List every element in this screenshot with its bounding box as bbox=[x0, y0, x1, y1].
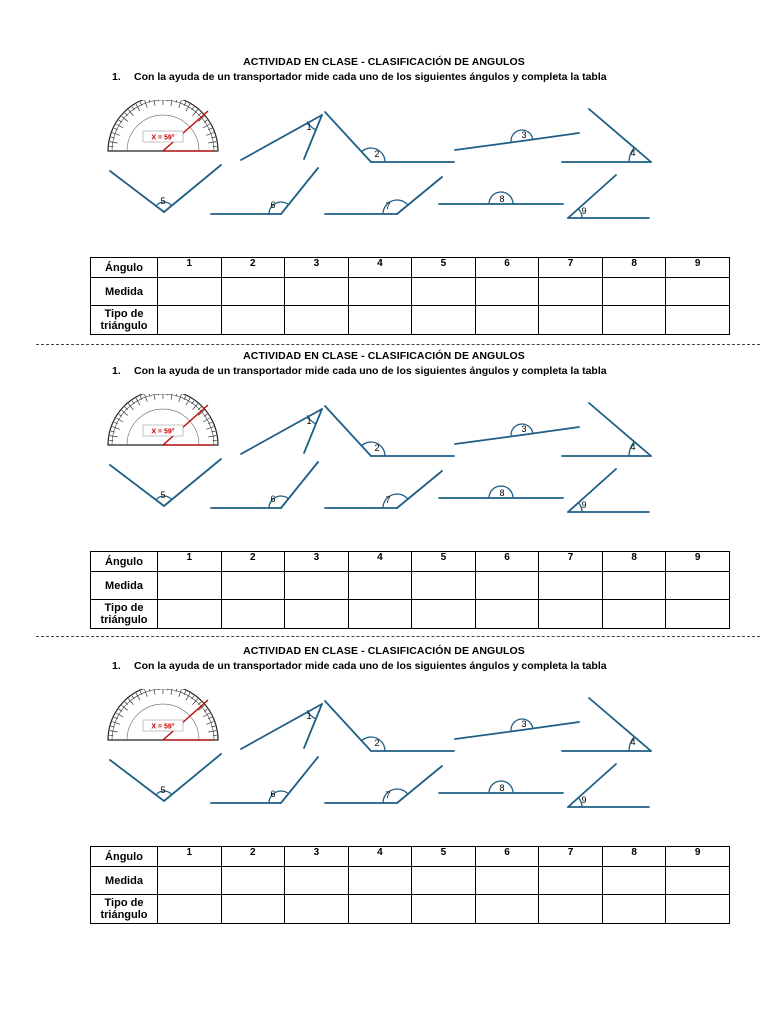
angle-label-5: 5 bbox=[160, 490, 166, 500]
angle-row-header: Ángulo bbox=[91, 847, 158, 867]
angle-figures-group bbox=[108, 100, 651, 218]
type-cell[interactable] bbox=[158, 306, 222, 335]
angle-ray bbox=[455, 435, 522, 444]
activity-section-3 bbox=[0, 645, 768, 940]
type-cell[interactable] bbox=[348, 306, 412, 335]
cut-line-2 bbox=[36, 636, 760, 637]
protractor-icon bbox=[108, 394, 218, 445]
angle-col-2: 2 bbox=[221, 258, 285, 278]
type-cell[interactable] bbox=[221, 895, 285, 924]
angle-row-header: Ángulo bbox=[91, 258, 158, 278]
angle-label-5: 5 bbox=[160, 785, 166, 795]
measure-cell[interactable] bbox=[602, 278, 666, 306]
measure-row-header: Medida bbox=[91, 572, 158, 600]
type-cell[interactable] bbox=[348, 895, 412, 924]
angle-ray bbox=[397, 471, 442, 508]
angle-label-1: 1 bbox=[306, 416, 312, 426]
angle-label-2: 2 bbox=[374, 149, 380, 159]
activity-title: ACTIVIDAD EN CLASE - CLASIFICACIÓN DE ANGULOS bbox=[243, 350, 525, 362]
measurement-table bbox=[90, 257, 730, 335]
angle-col-8: 8 bbox=[602, 552, 666, 572]
measure-cell[interactable] bbox=[412, 278, 476, 306]
measure-cell[interactable] bbox=[475, 278, 539, 306]
protractor-readout: X = 59° bbox=[151, 428, 175, 436]
protractor-readout: X = 59° bbox=[151, 134, 175, 142]
angle-col-9: 9 bbox=[666, 847, 730, 867]
angle-col-1: 1 bbox=[158, 847, 222, 867]
measure-cell[interactable] bbox=[666, 278, 730, 306]
type-cell[interactable] bbox=[539, 895, 603, 924]
angle-label-2: 2 bbox=[374, 443, 380, 453]
activity-title: ACTIVIDAD EN CLASE - CLASIFICACIÓN DE ANGULOS bbox=[243, 645, 525, 657]
angle-ray bbox=[164, 165, 221, 212]
angle-col-4: 4 bbox=[348, 847, 412, 867]
angle-col-7: 7 bbox=[539, 552, 603, 572]
measurement-table bbox=[90, 551, 730, 629]
angle-col-9: 9 bbox=[666, 552, 730, 572]
angle-label-6: 6 bbox=[270, 789, 276, 799]
type-cell[interactable] bbox=[475, 306, 539, 335]
type-cell[interactable] bbox=[285, 306, 349, 335]
type-cell[interactable] bbox=[158, 600, 222, 629]
angle-col-6: 6 bbox=[475, 258, 539, 278]
protractor-body bbox=[108, 689, 218, 740]
angle-figures bbox=[0, 394, 768, 574]
angle-col-8: 8 bbox=[602, 258, 666, 278]
angle-ray bbox=[397, 177, 442, 214]
angle-label-4: 4 bbox=[630, 148, 636, 158]
angle-col-5: 5 bbox=[412, 552, 476, 572]
measure-cell[interactable] bbox=[602, 572, 666, 600]
angle-ray bbox=[568, 175, 616, 218]
measure-cell[interactable] bbox=[158, 572, 222, 600]
type-cell[interactable] bbox=[666, 895, 730, 924]
protractor-body bbox=[108, 394, 218, 445]
type-cell[interactable] bbox=[412, 600, 476, 629]
protractor-body bbox=[108, 100, 218, 151]
instruction-number: 1. bbox=[112, 71, 121, 83]
angle-col-9: 9 bbox=[666, 258, 730, 278]
angle-figures bbox=[0, 100, 768, 280]
protractor-icon bbox=[108, 689, 218, 740]
type-cell[interactable] bbox=[158, 895, 222, 924]
measure-cell[interactable] bbox=[348, 278, 412, 306]
angle-label-3: 3 bbox=[521, 130, 527, 140]
type-cell[interactable] bbox=[221, 306, 285, 335]
angle-label-1: 1 bbox=[306, 122, 312, 132]
angle-figures-group bbox=[108, 394, 651, 512]
angle-label-8: 8 bbox=[499, 488, 505, 498]
type-cell[interactable] bbox=[602, 600, 666, 629]
measure-cell[interactable] bbox=[539, 867, 603, 895]
angle-col-2: 2 bbox=[221, 552, 285, 572]
angle-label-3: 3 bbox=[521, 424, 527, 434]
angle-col-4: 4 bbox=[348, 552, 412, 572]
measure-cell[interactable] bbox=[285, 572, 349, 600]
measure-cell[interactable] bbox=[539, 278, 603, 306]
angle-col-3: 3 bbox=[285, 258, 349, 278]
measure-cell[interactable] bbox=[412, 867, 476, 895]
angle-ray bbox=[455, 730, 522, 739]
type-row-header: Tipo de triángulo bbox=[91, 306, 158, 335]
angle-figures-drawing bbox=[0, 394, 768, 574]
measure-row-header: Medida bbox=[91, 278, 158, 306]
measure-cell[interactable] bbox=[348, 867, 412, 895]
type-cell[interactable] bbox=[666, 306, 730, 335]
activity-instruction bbox=[112, 365, 607, 377]
instruction-number: 1. bbox=[112, 660, 121, 672]
angle-figures-drawing bbox=[0, 689, 768, 869]
angle-label-4: 4 bbox=[630, 737, 636, 747]
angle-col-5: 5 bbox=[412, 847, 476, 867]
angle-figures bbox=[0, 689, 768, 869]
measure-cell[interactable] bbox=[475, 867, 539, 895]
angle-col-6: 6 bbox=[475, 847, 539, 867]
angle-label-8: 8 bbox=[499, 194, 505, 204]
angle-label-9: 9 bbox=[581, 206, 587, 216]
angle-col-2: 2 bbox=[221, 847, 285, 867]
measurement-table bbox=[90, 846, 730, 924]
angle-label-9: 9 bbox=[581, 795, 587, 805]
type-cell[interactable] bbox=[285, 895, 349, 924]
angle-ray bbox=[589, 403, 651, 456]
angle-col-5: 5 bbox=[412, 258, 476, 278]
angle-ray bbox=[281, 462, 318, 508]
protractor-readout: X = 59° bbox=[151, 723, 175, 731]
measure-cell[interactable] bbox=[666, 867, 730, 895]
angle-label-7: 7 bbox=[385, 495, 391, 505]
angle-figures-drawing bbox=[0, 100, 768, 280]
measure-cell[interactable] bbox=[412, 572, 476, 600]
measure-cell[interactable] bbox=[666, 572, 730, 600]
angle-label-6: 6 bbox=[270, 494, 276, 504]
angle-label-8: 8 bbox=[499, 783, 505, 793]
measure-cell[interactable] bbox=[158, 867, 222, 895]
angle-label-1: 1 bbox=[306, 711, 312, 721]
angle-label-7: 7 bbox=[385, 790, 391, 800]
angle-label-3: 3 bbox=[521, 719, 527, 729]
angle-ray bbox=[325, 406, 371, 456]
type-cell[interactable] bbox=[475, 600, 539, 629]
angle-label-5: 5 bbox=[160, 196, 166, 206]
protractor-icon bbox=[108, 100, 218, 151]
angle-ray bbox=[164, 754, 221, 801]
angle-figures-group bbox=[108, 689, 651, 807]
type-cell[interactable] bbox=[666, 600, 730, 629]
measure-cell[interactable] bbox=[221, 867, 285, 895]
angle-col-6: 6 bbox=[475, 552, 539, 572]
angle-ray bbox=[325, 112, 371, 162]
activity-instruction bbox=[112, 660, 607, 672]
measure-cell[interactable] bbox=[221, 572, 285, 600]
angle-ray bbox=[455, 141, 522, 150]
angle-col-4: 4 bbox=[348, 258, 412, 278]
measure-row-header: Medida bbox=[91, 867, 158, 895]
angle-ray bbox=[568, 469, 616, 512]
type-cell[interactable] bbox=[412, 895, 476, 924]
type-cell[interactable] bbox=[348, 600, 412, 629]
angle-ray bbox=[589, 698, 651, 751]
cut-line-1 bbox=[36, 344, 760, 345]
instruction-number: 1. bbox=[112, 365, 121, 377]
type-row-header: Tipo de triángulo bbox=[91, 895, 158, 924]
angle-row-header: Ángulo bbox=[91, 552, 158, 572]
angle-ray bbox=[325, 701, 371, 751]
type-cell[interactable] bbox=[412, 306, 476, 335]
type-cell[interactable] bbox=[539, 306, 603, 335]
angle-ray bbox=[589, 109, 651, 162]
measure-cell[interactable] bbox=[285, 278, 349, 306]
activity-title: ACTIVIDAD EN CLASE - CLASIFICACIÓN DE ANGULOS bbox=[243, 56, 525, 68]
angle-col-7: 7 bbox=[539, 258, 603, 278]
angle-ray bbox=[281, 168, 318, 214]
type-cell[interactable] bbox=[221, 600, 285, 629]
type-cell[interactable] bbox=[602, 895, 666, 924]
activity-section-2 bbox=[0, 350, 768, 645]
type-row-header: Tipo de triángulo bbox=[91, 600, 158, 629]
type-cell[interactable] bbox=[285, 600, 349, 629]
angle-col-7: 7 bbox=[539, 847, 603, 867]
type-cell[interactable] bbox=[539, 600, 603, 629]
measure-cell[interactable] bbox=[158, 278, 222, 306]
angle-label-7: 7 bbox=[385, 201, 391, 211]
measure-cell[interactable] bbox=[539, 572, 603, 600]
measure-cell[interactable] bbox=[221, 278, 285, 306]
measure-cell[interactable] bbox=[602, 867, 666, 895]
angle-label-6: 6 bbox=[270, 200, 276, 210]
angle-label-4: 4 bbox=[630, 442, 636, 452]
type-cell[interactable] bbox=[475, 895, 539, 924]
instruction-text: Con la ayuda de un transportador mide cada uno de los siguientes ángulos y completa la tabla bbox=[134, 660, 607, 672]
measure-cell[interactable] bbox=[475, 572, 539, 600]
instruction-text: Con la ayuda de un transportador mide cada uno de los siguientes ángulos y completa la tabla bbox=[134, 365, 607, 377]
angle-label-9: 9 bbox=[581, 500, 587, 510]
angle-col-1: 1 bbox=[158, 552, 222, 572]
activity-section-1 bbox=[0, 56, 768, 351]
angle-ray bbox=[397, 766, 442, 803]
activity-instruction bbox=[112, 71, 607, 83]
instruction-text: Con la ayuda de un transportador mide cada uno de los siguientes ángulos y completa la tabla bbox=[134, 71, 607, 83]
angle-col-8: 8 bbox=[602, 847, 666, 867]
angle-col-3: 3 bbox=[285, 552, 349, 572]
angle-ray bbox=[281, 757, 318, 803]
angle-ray bbox=[568, 764, 616, 807]
angle-col-1: 1 bbox=[158, 258, 222, 278]
angle-label-2: 2 bbox=[374, 738, 380, 748]
angle-ray bbox=[164, 459, 221, 506]
measure-cell[interactable] bbox=[348, 572, 412, 600]
angle-col-3: 3 bbox=[285, 847, 349, 867]
type-cell[interactable] bbox=[602, 306, 666, 335]
measure-cell[interactable] bbox=[285, 867, 349, 895]
